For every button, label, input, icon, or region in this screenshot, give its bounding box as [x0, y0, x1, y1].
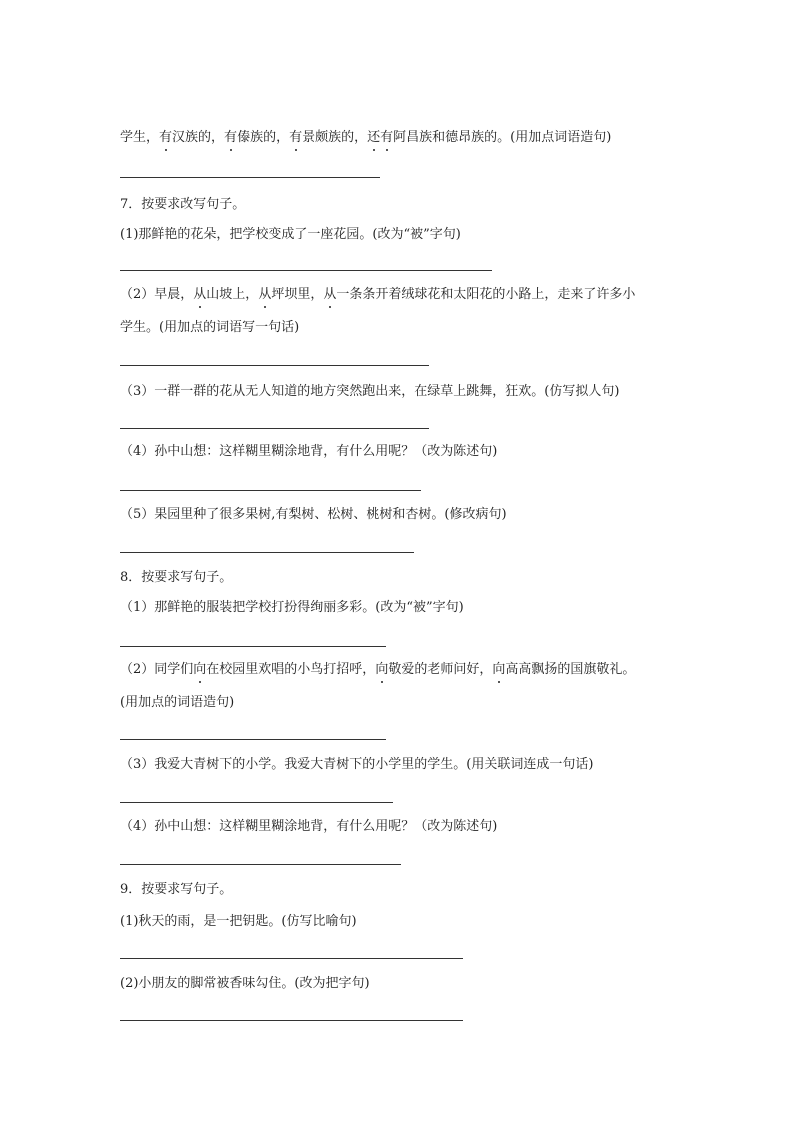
q7-s2-seg-4: 坪坝里，	[271, 287, 324, 302]
q7-dot-cong-1: 从	[193, 287, 207, 302]
q9-s1: (1)秋天的雨，是一把钥匙。(仿写比喻句)	[120, 914, 357, 929]
q9-title: 9．按要求写句子。	[120, 882, 233, 897]
q9-s2: (2)小朋友的脚常被香味勾住。(改为把字句)	[120, 976, 370, 991]
q7-s5: （5）果园里种了很多果树,有梨树、松树、桃树和杏树。(修改病句)	[120, 507, 507, 522]
q8-s2-answer-line[interactable]	[120, 739, 386, 740]
q6-dot-you-2: 有	[224, 130, 238, 145]
q7-s1: (1)那鲜艳的花朵，把学校变成了一座花园。(改为“被”字句)	[120, 227, 461, 242]
q7-s1-answer-line[interactable]	[120, 270, 492, 271]
q6-dot-you-3: 有	[289, 130, 303, 145]
q8-dot-xiang-3: 向	[492, 662, 506, 677]
q8-s2-seg-6: 高高飘扬的国旗敬礼。	[505, 662, 636, 677]
q8-s2-line1	[120, 661, 635, 679]
q6-seg-4: 傣族的，	[237, 130, 290, 145]
q9-s1-answer-line[interactable]	[120, 958, 463, 959]
q8-s2-seg-2: 在校园里欢唱的小鸟打招呼，	[206, 662, 376, 677]
q7-dot-cong-3: 从	[323, 287, 337, 302]
q8-s4-answer-line[interactable]	[120, 864, 401, 865]
q6-seg-6: 景颇族的，	[302, 130, 368, 145]
q7-title: 7．按要求改写句子。	[120, 197, 246, 212]
q8-s2-seg-0: （2）同学们	[120, 662, 194, 677]
q8-s3-answer-line[interactable]	[120, 802, 393, 803]
q7-s3-answer-line[interactable]	[120, 428, 429, 429]
q6-dot-you-4: 有	[380, 130, 394, 145]
q7-s4: （4）孙中山想：这样糊里糊涂地背，有什么用呢？（改为陈述句)	[120, 444, 498, 459]
q7-s2-line1	[120, 286, 635, 304]
q7-dot-cong-2: 从	[258, 287, 272, 302]
q7-s2-answer-line[interactable]	[120, 365, 429, 366]
q8-s2-line2: (用加点的词语造句)	[120, 695, 235, 710]
q6-answer-line[interactable]	[120, 177, 380, 178]
q7-s4-answer-line[interactable]	[120, 490, 421, 491]
q6-seg-0: 学生，	[120, 130, 160, 145]
q7-s2-seg-6: 一条条开着绒球花和太阳花的小路上，走来了许多小	[336, 287, 636, 302]
q9-s2-answer-line[interactable]	[120, 1020, 463, 1021]
q8-title: 8．按要求写句子。	[120, 570, 233, 585]
q6-dot-hai: 还	[367, 130, 381, 145]
q8-s1: （1）那鲜艳的服装把学校打扮得绚丽多彩。(改为“被”字句)	[120, 600, 464, 615]
q8-dot-xiang-2: 向	[375, 662, 389, 677]
q6-dot-you-1: 有	[159, 130, 173, 145]
q6-seg-2: 汉族的，	[172, 130, 225, 145]
q7-s2-line2: 学生。(用加点的词语写一句话)	[120, 320, 300, 335]
q7-s2-seg-2: 山坡上，	[206, 287, 259, 302]
q7-s5-answer-line[interactable]	[120, 552, 414, 553]
q8-s4: （4）孙中山想：这样糊里糊涂地背，有什么用呢？（改为陈述句)	[120, 819, 498, 834]
q6-seg-9: 阿昌族和德昂族的。(用加点词语造句)	[393, 130, 612, 145]
q8-s3: （3）我爱大青树下的小学。我爱大青树下的小学里的学生。(用关联词连成一句话)	[120, 757, 594, 772]
q8-s1-answer-line[interactable]	[120, 646, 386, 647]
q7-s2-seg-0: （2）早晨，	[120, 287, 194, 302]
q7-s3: （3）一群一群的花从无人知道的地方突然跑出来，在绿草上跳舞，狂欢。(仿写拟人句)	[120, 384, 620, 399]
q6-continuation	[120, 129, 611, 147]
q8-dot-xiang-1: 向	[193, 662, 207, 677]
q8-s2-seg-4: 敬爱的老师问好，	[388, 662, 493, 677]
